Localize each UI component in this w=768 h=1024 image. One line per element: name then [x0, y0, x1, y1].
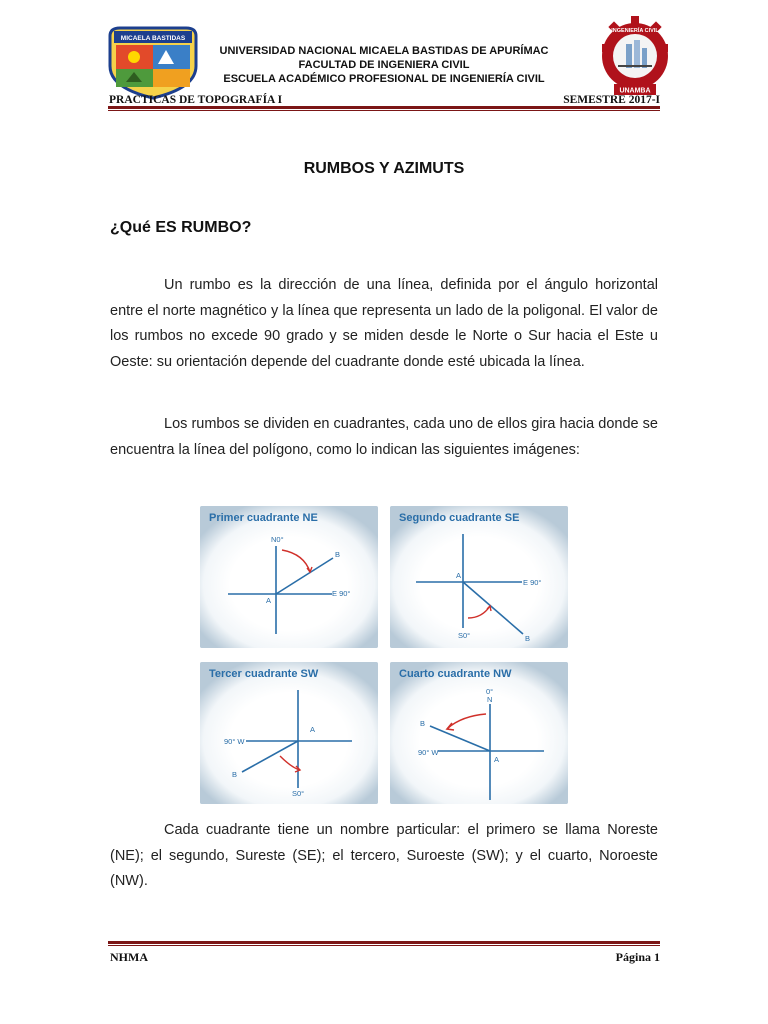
quadrant-title: Tercer cuadrante SW: [209, 668, 319, 680]
label-south: S0°: [292, 789, 305, 798]
svg-text:MICAELA BASTIDAS: MICAELA BASTIDAS: [120, 35, 186, 42]
label-origin-a: A: [310, 725, 316, 734]
quadrant-figure-se: [390, 506, 568, 648]
label-east: E 90°: [523, 578, 542, 587]
footer-rule-thin: [108, 945, 660, 946]
header-rule: [108, 106, 660, 109]
label-east: E 90°: [332, 589, 351, 598]
label-origin-a: A: [494, 755, 500, 764]
author-initials: NHMA: [110, 950, 148, 964]
quadrant-figure-nw: [390, 662, 568, 804]
header-institution: [150, 44, 618, 86]
section-heading: ¿Qué ES RUMBO?: [110, 219, 252, 236]
label-point-b: B: [420, 719, 426, 728]
quadrant-title: Segundo cuadrante SE: [399, 512, 520, 524]
label-north-degree: 0°: [486, 687, 494, 696]
quadrant-figure-ne: [200, 506, 378, 648]
header-faculty: FACULTAD DE INGENIERA CIVIL: [298, 59, 470, 71]
paragraph-quadrant-names: Cada cuadrante tiene un nombre particular: el primero se llama Noreste (NE); el segundo, Sureste (SE); el tercero, Suroeste (SW); y el cuarto, Noroeste (NW).: [110, 822, 658, 889]
label-north: N0°: [271, 535, 284, 544]
label-origin-a: A: [456, 571, 462, 580]
label-point-b: B: [335, 550, 341, 559]
quadrant-title: Primer cuadrante NE: [209, 512, 318, 524]
label-point-b: B: [232, 770, 238, 779]
quadrant-title: Cuarto cuadrante NW: [399, 668, 512, 680]
svg-text:INGENIERÍA CIVIL: INGENIERÍA CIVIL: [611, 28, 659, 34]
label-north: N: [487, 695, 493, 704]
document-title: RUMBOS Y AZIMUTS: [303, 160, 465, 177]
svg-text:UNAMBA: UNAMBA: [619, 87, 651, 95]
paragraph-definition: Un rumbo es la dirección de una línea, definida por el ángulo horizontal entre el norte magnético y la línea que representa un lado de la poligonal. El valor de los rumbos no excede 90 grado y se miden desde le Norte o Sur hacia el Este u Oeste: su orientación depende del cuadrante donde esté ubicada la línea.: [110, 277, 658, 370]
header-school: ESCUELA ACADÉMICO PROFESIONAL DE INGENIERÍA CIVIL: [223, 73, 545, 85]
footer-rule: [108, 941, 660, 944]
label-west: 90° W: [418, 748, 439, 757]
course-name: PRACTICAS DE TOPOGRAFÍA I: [109, 94, 283, 106]
label-origin-a: A: [266, 596, 272, 605]
label-west: 90° W: [224, 737, 245, 746]
label-south: S0°: [458, 631, 471, 640]
civil-engineering-logo: [600, 14, 670, 106]
page-number: Página 1: [615, 950, 660, 964]
quadrant-figure-sw: [200, 662, 378, 804]
header-university: UNIVERSIDAD NACIONAL MICAELA BASTIDAS DE APURÍMAC: [219, 45, 549, 57]
label-point-b: B: [525, 634, 531, 643]
semester-label: SEMESTRE 2017-I: [563, 94, 660, 106]
header-rule-thin: [108, 110, 660, 111]
paragraph-quadrants-intro: Los rumbos se dividen en cuadrantes, cada uno de ellos gira hacia donde se encuentra la línea del polígono, como lo indican las siguientes imágenes:: [110, 416, 658, 458]
